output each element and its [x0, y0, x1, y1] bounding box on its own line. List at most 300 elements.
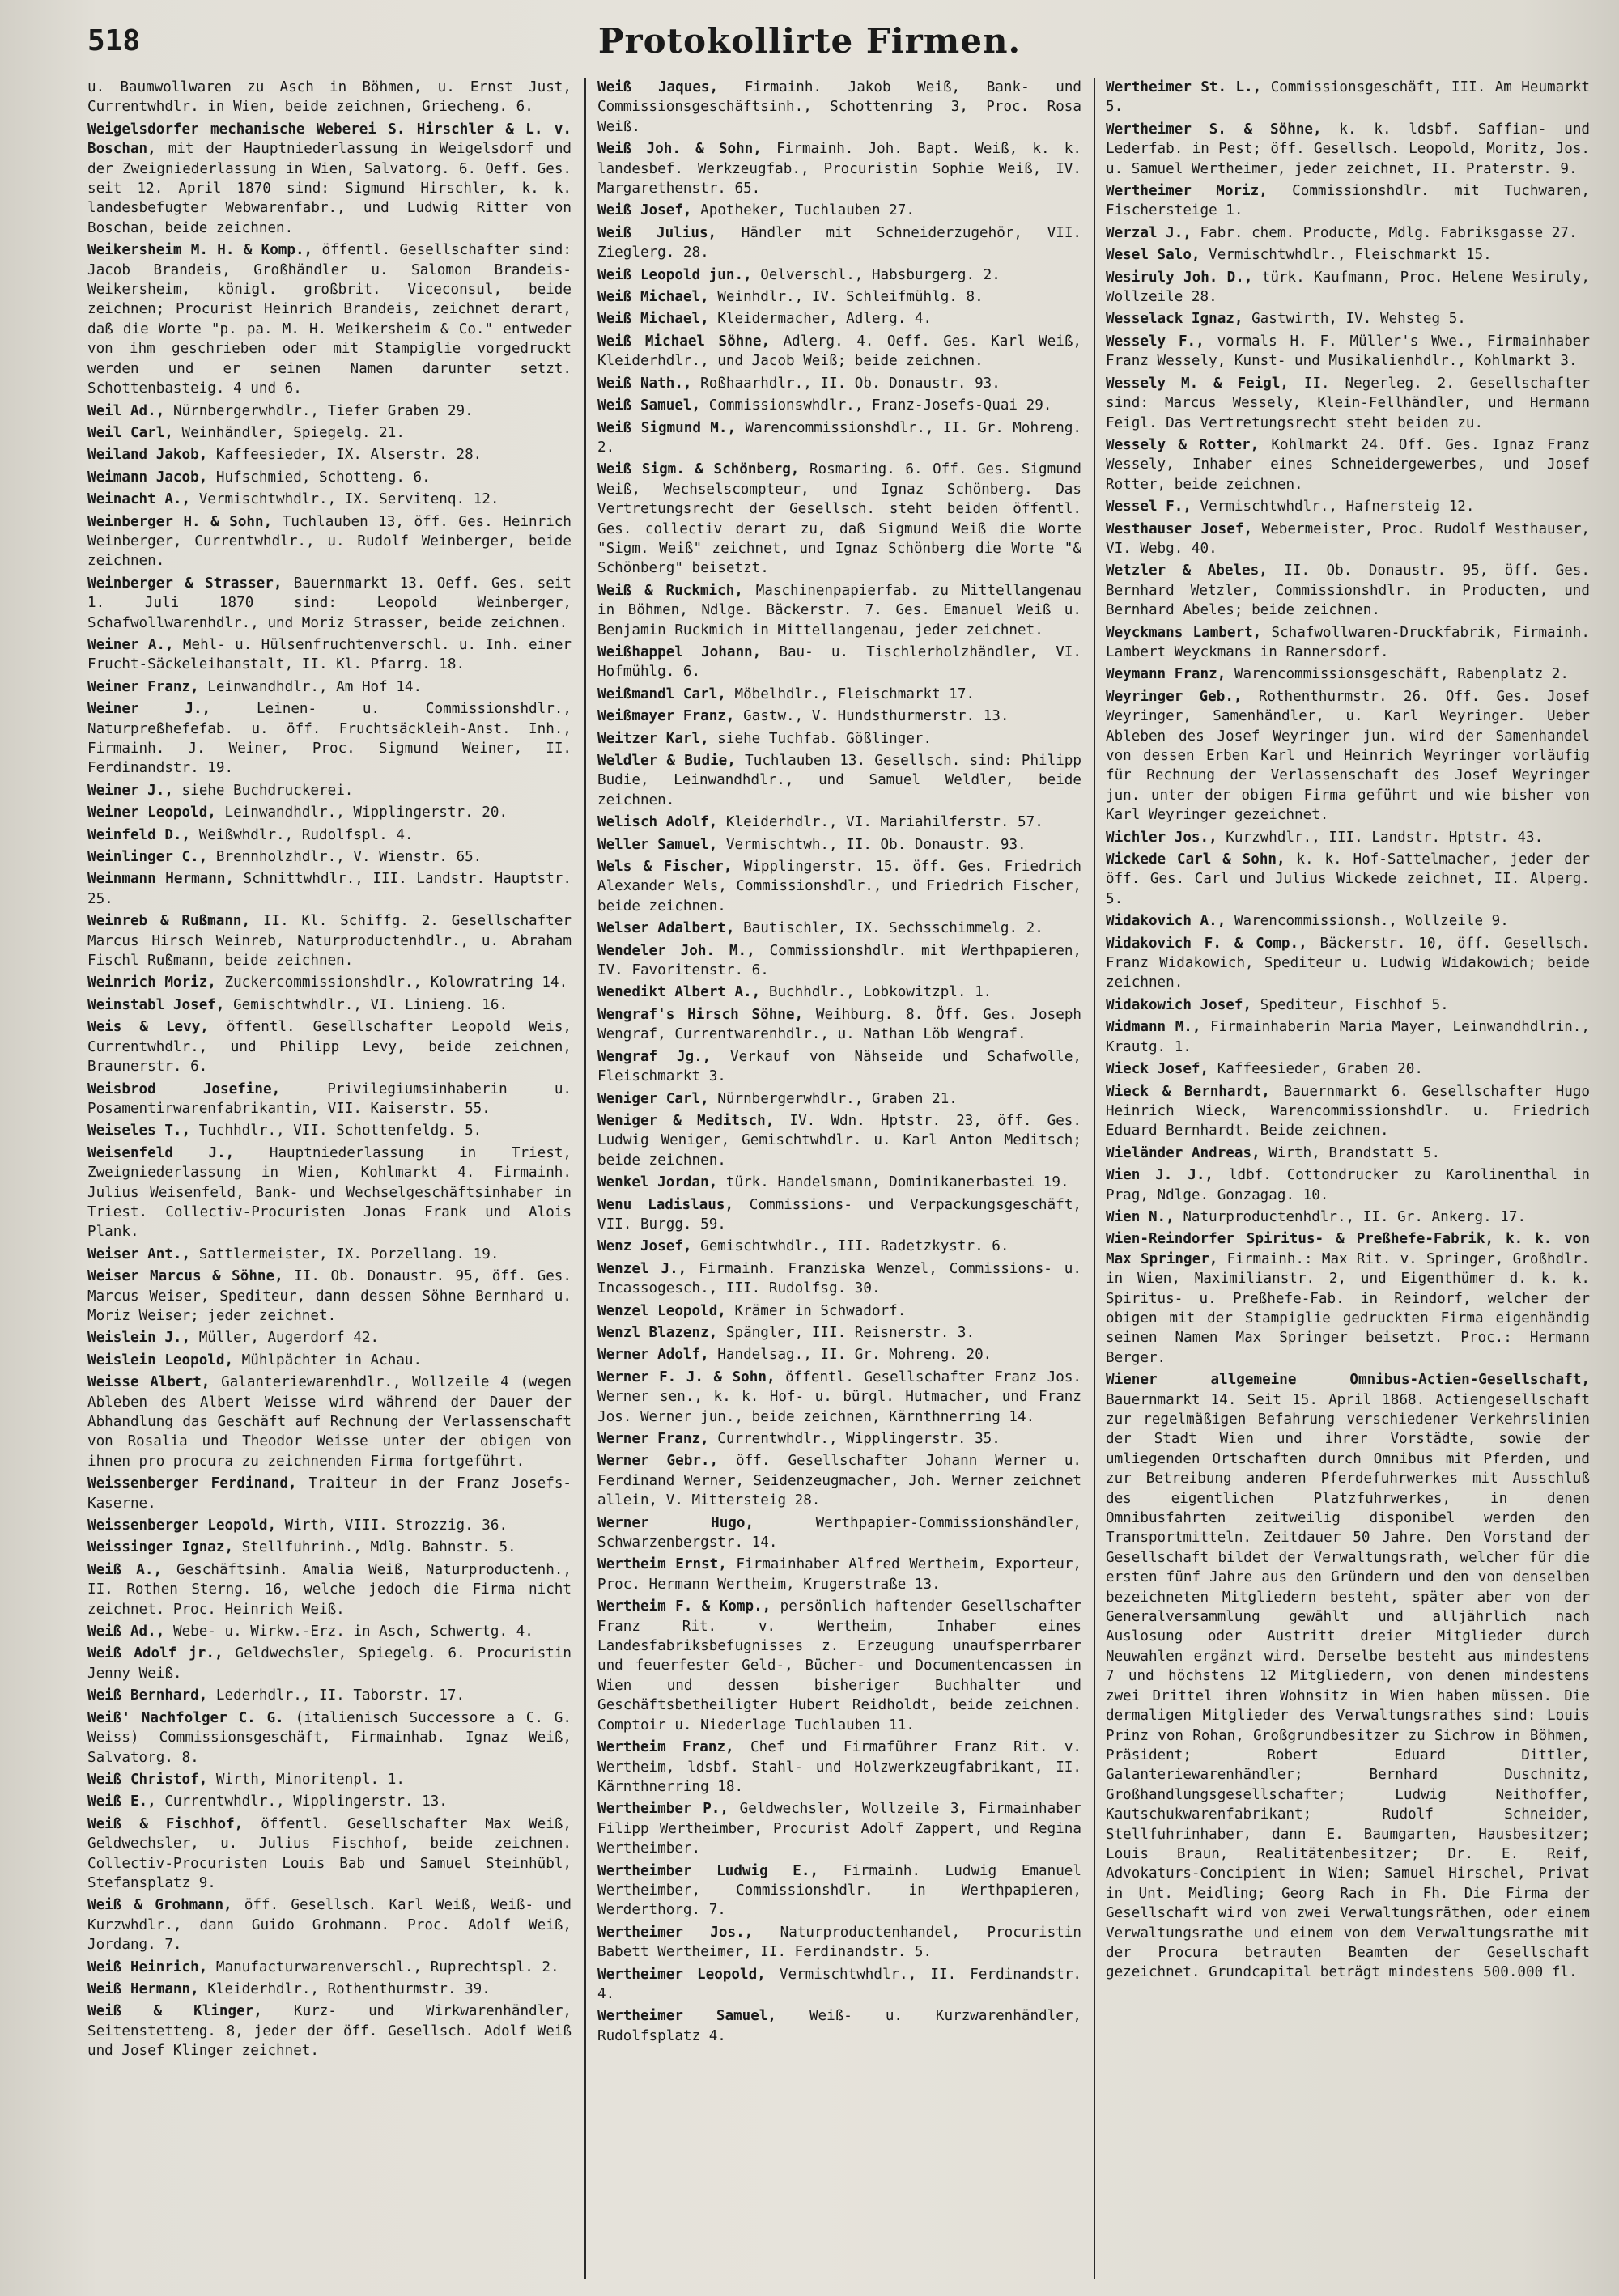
firm-entry	[87, 445, 572, 465]
firm-details: ldbf. Cottondrucker zu Karolinenthal in Prag, Ndlge. Gonzagag. 10.	[1106, 1167, 1590, 1203]
column-right	[1106, 78, 1590, 2279]
firm-details: Stellfuhrinh., Mdlg. Bahnstr. 5.	[241, 1539, 516, 1556]
firm-name: Weissenberger Leopold,	[87, 1517, 277, 1534]
firm-entry	[1106, 374, 1590, 433]
firm-entry	[597, 1237, 1081, 1256]
firm-details: Bäckerstr. 10, öff. Gesellsch. Franz Widakowich, Spediteur u. Ludwig Widakowich; beide zeichnen.	[1106, 935, 1590, 991]
firm-entry	[87, 1328, 572, 1347]
firm-entry	[87, 78, 572, 117]
firm-entry	[597, 2006, 1081, 2046]
firm-name: Wertheimer St. L.,	[1106, 79, 1262, 95]
firm-name: Weiner J.,	[87, 701, 211, 718]
firm-details: öffentl. Gesellschafter Leopold Weis, Currentwhdlr., und Philipp Levy, beide zeichnen, Braunerstr. 6.	[87, 1019, 572, 1076]
firm-name: Weissenberger Ferdinand,	[87, 1475, 297, 1492]
firm-details: öff. Gesellsch. Karl Weiß, Weiß- und Kurzwhdlr., dann Guido Grohmann. Proc. Adolf Weiß, Jordang. 7.	[87, 1897, 572, 1954]
firm-name: Weißmayer Franz,	[597, 708, 735, 725]
firm-name: Wertheimer S. & Söhne,	[1106, 121, 1322, 138]
firm-details: Fabr. chem. Producte, Mdlg. Fabriksgasse 27.	[1200, 224, 1578, 241]
firm-name: Weiß Michael,	[597, 311, 709, 328]
firm-details: Firmainh. Joh. Bapt. Weiß, k. k. landesbef. Werkzeugfab., Procuristin Sophie Weiß, IV. Margarethenstr. 65.	[597, 141, 1081, 197]
firm-details: k. k. ldsbf. Saffian- und Lederfab. in Pest; öff. Gesellsch. Leopold, Moritz, Jos. u. Samuel Wertheimer, jeder zeichnet, II. Praterstr. 9.	[1106, 121, 1590, 177]
firm-entry	[597, 418, 1081, 458]
firm-details: Lederhdlr., II. Taborstr. 17.	[215, 1687, 465, 1704]
firm-details: Weinhdlr., IV. Schleifmühlg. 8.	[717, 289, 984, 306]
firm-name: Weisbrod Josefine,	[87, 1080, 281, 1097]
firm-name: Weimann Jacob,	[87, 469, 208, 486]
firm-entry	[1106, 181, 1590, 221]
firm-details: Schnittwhdlr., III. Landstr. Hauptstr. 25.	[87, 871, 572, 907]
firm-details: öffentl. Gesellschafter Max Weiß, Geldwechsler, u. Julius Fischhof, beide zeichnen. Collectiv-Procuristen Louis Bab und Samuel Steinhübl, Stefansplatz 9.	[87, 1815, 572, 1891]
firm-name: Wieck & Bernhardt,	[1106, 1083, 1270, 1100]
firm-details: Roßhaarhdlr., II. Ob. Donaustr. 93.	[700, 375, 1001, 392]
firm-details: Händler mit Schneiderzugehör, VII. Zieglerg. 28.	[597, 224, 1081, 261]
firm-details: Kleiderhdlr., VI. Mariahilferstr. 57.	[725, 814, 1043, 831]
firm-entry	[87, 847, 572, 867]
firm-entry	[87, 423, 572, 443]
firm-details: (italienisch Successore a C. G. Weiss) Commissionsgeschäft, Firmainhab. Ignaz Weiß, Salvatorg. 8.	[87, 1709, 572, 1766]
firm-details: Currentwhdlr., Wipplingerstr. 13.	[164, 1793, 448, 1810]
firm-details: Bautischler, IX. Sechsschimmelg. 2.	[743, 920, 1043, 937]
firm-details: Wirth, VIII. Strozzig. 36.	[284, 1517, 508, 1534]
firm-name: Weiß Christof,	[87, 1771, 208, 1788]
firm-details: türk. Kaufmann, Proc. Helene Wesiruly, Wollzeile 28.	[1106, 269, 1590, 306]
firm-name: Weiland Jakob,	[87, 447, 208, 464]
firm-name: Weiser Ant.,	[87, 1246, 191, 1263]
firm-details: Weihburg. 8. Öff. Ges. Joseph Wengraf, Currentwarenhdlr., u. Nathan Löb Wengraf.	[597, 1006, 1081, 1043]
firm-name: Wenkel Jordan,	[597, 1174, 718, 1191]
firm-name: Weissinger Ignaz,	[87, 1539, 234, 1556]
firm-name: Weiß Leopold jun.,	[597, 266, 752, 283]
firm-name: Wiener allgemeine Omnibus-Actien-Gesellschaft,	[1106, 1372, 1590, 1389]
firm-name: Weinberger & Strasser,	[87, 575, 283, 592]
firm-entry	[87, 1017, 572, 1076]
firm-entry	[1106, 1229, 1590, 1368]
firm-name: Weinrich Moriz,	[87, 974, 216, 991]
firm-name: Welisch Adolf,	[597, 814, 718, 831]
column-divider	[1094, 78, 1095, 2279]
firm-name: Weiß Josef,	[597, 202, 692, 219]
firm-entry	[1106, 268, 1590, 308]
firm-name: Weiner Franz,	[87, 678, 199, 695]
firm-entry	[597, 1861, 1081, 1920]
firm-details: Vermischtwhdlr., IX. Servitenq. 12.	[198, 491, 499, 508]
firm-entry	[597, 1195, 1081, 1235]
firm-details: IV. Wdn. Hptstr. 23, öff. Ges. Ludwig Weniger, Gemischtwhdlr. u. Karl Anton Meditsch; beide zeichnen.	[597, 1112, 1081, 1169]
firm-details: öffentl. Gesellschafter Franz Jos. Werner sen., k. k. Hof- u. bürgl. Hutmacher, und Franz Jos. Werner jun., beide zeichnen, Kärnthnerring 14.	[597, 1369, 1081, 1425]
column-divider	[584, 78, 586, 2279]
firm-details: Tuchlauben 13, öff. Ges. Heinrich Weinberger, Currentwhdlr., u. Rudolf Weinberger, beide zeichnen.	[87, 513, 572, 570]
firm-entry	[1106, 435, 1590, 494]
firm-entry	[597, 941, 1081, 981]
firm-details: Weiß- u. Kurzwarenhändler, Rudolfsplatz 4.	[597, 2008, 1081, 2044]
firm-entry	[597, 729, 1081, 749]
firm-name: Wertheim F. & Komp.,	[597, 1598, 771, 1615]
firm-entry	[87, 1980, 572, 1999]
firm-name: Wien-Reindorfer Spiritus- & Preßhefe-Fabrik, k. k. von Max Springer,	[1106, 1231, 1590, 1267]
firm-details: Mühlpächter in Achau.	[241, 1352, 423, 1369]
firm-details: Weißwhdlr., Rudolfspl. 4.	[198, 826, 414, 843]
firm-name: Weiß Sigm. & Schönberg,	[597, 461, 800, 478]
firm-name: Weinstabl Josef,	[87, 996, 225, 1013]
firm-details: Brennholzhdlr., V. Wienstr. 65.	[215, 849, 482, 866]
firm-entry	[87, 401, 572, 421]
firm-details: Firmainhaberin Maria Mayer, Leinwandhdlrin., Krautg. 1.	[1106, 1019, 1590, 1055]
firm-entry	[87, 1622, 572, 1641]
firm-entry	[87, 1373, 572, 1471]
firm-name: Wenedikt Albert A.,	[597, 984, 761, 1001]
firm-name: Wesiruly Joh. D.,	[1106, 269, 1253, 286]
firm-details: Kaffeesieder, Graben 20.	[1217, 1061, 1423, 1078]
firm-name: Weinlinger C.,	[87, 849, 208, 866]
firm-details: Gastw., V. Hundsthurmerstr. 13.	[743, 708, 1009, 725]
firm-entry	[597, 685, 1081, 704]
firm-details: Firmainh. Jakob Weiß, Bank- und Commissionsgeschäftsinh., Schottenring 3, Proc. Rosa Weiß.	[597, 79, 1081, 135]
firm-name: Wertheimer Leopold,	[597, 1966, 766, 1983]
firm-details: k. k. Hof-Sattelmacher, jeder der öff. Ges. Carl und Julius Wickede zeichnet, II. Alperg. 5.	[1106, 851, 1590, 907]
firm-entry	[597, 1111, 1081, 1170]
firm-entry	[87, 1474, 572, 1513]
firm-entry	[597, 1301, 1081, 1321]
firm-name: Weiß Nath.,	[597, 375, 692, 392]
firm-entry	[1106, 1207, 1590, 1227]
firm-name: Weitzer Karl,	[597, 730, 709, 747]
firm-details: Naturproductenhandel, Procuristin Babett Wertheimer, II. Ferdinandstr. 5.	[597, 1924, 1081, 1961]
firm-name: Weldler & Budie,	[597, 753, 736, 769]
firm-entry	[1106, 687, 1590, 825]
firm-entry	[597, 1047, 1081, 1087]
firm-details: Vermischtwhdlr., Hafnersteig 12.	[1200, 499, 1475, 516]
firm-details: persönlich haftender Gesellschafter Franz Rit. v. Wertheim, Inhaber eines Landesfabriksbefugnisses z. Erzeugung unaufsperrbarer und feuerfester Geld-, Bücher- und Documentencassen in Wien und dessen bisheriger Buchhalter und Geschäftsbetheiligter Hubert Reidholdt, beide zeichnen. Comptoir u. Niederlage Tuchlauben 11.	[597, 1598, 1081, 1734]
firm-entry	[87, 1144, 572, 1242]
firm-details: Vermischtwh., II. Ob. Donaustr. 93.	[725, 836, 1026, 853]
firm-details: Firmainh. Franziska Wenzel, Commissions- u. Incassogesch., III. Rudolfsg. 30.	[597, 1260, 1081, 1297]
firm-name: Weiner J.,	[87, 782, 173, 799]
firm-name: Weyringer Geb.,	[1106, 688, 1243, 705]
firm-entry	[597, 223, 1081, 263]
page-number: 518	[87, 24, 141, 57]
firm-entry	[87, 825, 572, 845]
firm-details: Gastwirth, IV. Wehsteg 5.	[1251, 311, 1466, 328]
firm-entry	[597, 1451, 1081, 1510]
firm-details: Commissionshdlr. mit Werthpapieren, IV. Favoritenstr. 6.	[597, 942, 1081, 979]
firm-name: Weißmandl Carl,	[597, 685, 726, 702]
firm-name: Weislein Leopold,	[87, 1352, 234, 1369]
firm-entry	[1106, 1017, 1590, 1057]
firm-details: Bauernmarkt 6. Gesellschafter Hugo Heinrich Wieck, Warencommissionshdlr. u. Friedrich Eduard Bernhardt. Beide zeichnen.	[1106, 1083, 1590, 1140]
firm-name: Wendeler Joh. M.,	[597, 942, 755, 959]
firm-entry	[1106, 78, 1590, 117]
firm-details: Kleiderhdlr., Rothenthurmstr. 39.	[207, 1980, 491, 1997]
firm-details: Galanteriewarenhdlr., Wollzeile 4 (wegen Ableben des Albert Weisse wird während der Dauer der Abhandlung das Geschäft auf Rechnung der Verlassenschaft von Rosalia und Theodor Weisse unter der obigen von ihnen pro procura zu zeichnenden Firma fortgeführt.	[87, 1374, 572, 1470]
firm-details: Wirth, Minoritenpl. 1.	[215, 1771, 405, 1788]
firm-name: Werzal J.,	[1106, 224, 1192, 241]
firm-details: Chef und Firmaführer Franz Rit. v. Wertheim, ldsbf. Stahl- und Holzwerkzeugfabrikant, II. Kärnthnerring 18.	[597, 1739, 1081, 1795]
firm-details: Webe- u. Wirkw.-Erz. in Asch, Schwertg. 4.	[172, 1623, 533, 1640]
firm-details: Spediteur, Fischhof 5.	[1260, 996, 1449, 1013]
firm-name: Wessely M. & Feigl,	[1106, 375, 1290, 392]
firm-details: Commissionshdlr. mit Tuchwaren, Fischersteige 1.	[1106, 183, 1590, 219]
firm-details: Zuckercommissionshdlr., Kolowratring 14.	[224, 974, 568, 991]
firm-entry	[1106, 1082, 1590, 1141]
firm-entry	[597, 1323, 1081, 1343]
firm-details: Buchhdlr., Lobkowitzpl. 1.	[768, 984, 992, 1001]
firm-name: Weiß Michael Söhne,	[597, 333, 771, 350]
firm-name: Weil Carl,	[87, 424, 173, 441]
firm-name: Widmann M.,	[1106, 1019, 1201, 1036]
firm-entry	[597, 1923, 1081, 1963]
firm-name: Weiß E.,	[87, 1793, 156, 1810]
firm-entry	[1106, 850, 1590, 909]
firm-name: Weiner A.,	[87, 636, 174, 653]
firm-name: Wessel F.,	[1106, 499, 1192, 516]
firm-entry	[87, 1516, 572, 1535]
firm-entry	[1106, 520, 1590, 559]
firm-entry	[87, 574, 572, 633]
firm-name: Wichler Jos.,	[1106, 829, 1217, 846]
firm-name: Wenz Josef,	[597, 1238, 692, 1255]
firm-name: Weiß Samuel,	[597, 397, 701, 414]
firm-name: Weiß' Nachfolger C. G.	[87, 1709, 284, 1726]
firm-name: Weiß Adolf jr.,	[87, 1645, 223, 1662]
firm-name: Wessely F.,	[1106, 333, 1205, 350]
firm-entry	[597, 857, 1081, 916]
firm-entry	[597, 460, 1081, 578]
firm-name: Westhauser Josef,	[1106, 520, 1253, 537]
firm-details: Gemischtwhdlr., VI. Linieng. 16.	[233, 996, 508, 1013]
page-title: Protokollirte Firmen.	[597, 21, 1022, 61]
firm-details: Krämer in Schwadorf.	[734, 1302, 907, 1319]
firm-details: Rothenthurmstr. 26. Off. Ges. Josef Weyringer, Samenhändler, u. Karl Weyringer. Ueber Ableben des Josef Weyringer jun. wird der Samenhandel von dessen Erben Karl und Heinrich Weyringer vorläufig für Rechnung der Verlassenschaft des Josef Weyringer jun. unter der obigen Firma geführt und wie bisher von Karl Weyringer gezeichnet.	[1106, 688, 1590, 824]
firm-entry	[87, 468, 572, 487]
firm-details: Geldwechsler, Wollzeile 3, Firmainhaber Filipp Wertheimber, Procurist Adolf Zappert, und Regina Wertheimber.	[597, 1801, 1081, 1857]
firm-entry	[87, 120, 572, 238]
firm-name: Wien N.,	[1106, 1208, 1175, 1225]
firm-entry	[87, 1080, 572, 1119]
firm-details: Warencommissionsh., Wollzeile 9.	[1234, 913, 1509, 930]
firm-details: türk. Handelsmann, Dominikanerbastei 19.	[725, 1174, 1069, 1191]
firm-name: Weymann Franz,	[1106, 666, 1226, 683]
firm-name: Wenzel J.,	[597, 1260, 687, 1277]
firm-entry	[597, 1513, 1081, 1553]
firm-name: Wengraf Jg.,	[597, 1048, 712, 1065]
firm-name: Weiser Marcus & Söhne,	[87, 1268, 283, 1285]
firm-details: Commissionsgeschäft, III. Am Heumarkt 5.	[1106, 79, 1590, 116]
firm-details: Nürnbergerwhdlr., Graben 21.	[717, 1090, 958, 1107]
firm-entry	[597, 1429, 1081, 1449]
firm-details: Geldwechsler, Spiegelg. 6. Procuristin Jenny Weiß.	[87, 1645, 572, 1682]
firm-details: Hufschmied, Schotteng. 6.	[215, 469, 431, 486]
firm-details: Kohlmarkt 24. Off. Ges. Ignaz Franz Wessely, Inhaber eines Schneidergewerbes, und Josef Rotter, beide zeichnen.	[1106, 436, 1590, 493]
firm-name: Weil Ad.,	[87, 402, 165, 419]
firm-entry	[597, 751, 1081, 810]
firm-entry	[87, 781, 572, 800]
firm-entry	[1106, 332, 1590, 371]
firm-name: Werner Gebr.,	[597, 1453, 719, 1470]
firm-entry	[1106, 1370, 1590, 1983]
firm-entry	[87, 1560, 572, 1619]
firm-name: Weiß & Grohmann,	[87, 1897, 232, 1914]
firm-details: Oelverschl., Habsburgerg. 2.	[760, 266, 1001, 283]
firm-name: Weisse Albert,	[87, 1374, 210, 1391]
firm-entry	[87, 2001, 572, 2060]
firm-name: Wengraf's Hirsch Söhne,	[597, 1006, 804, 1023]
firm-name: Wenu Ladislaus,	[597, 1196, 734, 1213]
firm-entry	[87, 677, 572, 697]
firm-name: Weyckmans Lambert,	[1106, 624, 1262, 641]
firm-entry	[87, 490, 572, 509]
firm-entry	[1106, 1144, 1590, 1163]
firm-details: Leinen- u. Commissionshdlr., Naturpreßhefefab. u. öff. Fruchtsäckleih-Anst. Inh., Firmainh. J. Weiner, Proc. Sigmund Weiner, II. Ferdinandstr. 19.	[87, 701, 572, 777]
firm-entry	[1106, 828, 1590, 847]
firm-name: Weislein J.,	[87, 1330, 191, 1347]
firm-details: öff. Gesellschafter Johann Werner u. Ferdinand Werner, Seidenzeugmacher, Joh. Werner zeichnet allein, V. Mittersteig 28.	[597, 1453, 1081, 1509]
firm-entry	[87, 1792, 572, 1811]
firm-name: Weinberger H. & Sohn,	[87, 513, 273, 530]
firm-entry	[87, 1708, 572, 1768]
firm-entry	[87, 1644, 572, 1683]
firm-entry	[597, 78, 1081, 137]
firm-entry	[87, 1351, 572, 1370]
firm-details: Sattlermeister, IX. Porzellang. 19.	[198, 1246, 499, 1263]
firm-name: Weißhappel Johann,	[597, 643, 762, 660]
firm-name: Weiseles T.,	[87, 1123, 191, 1140]
firm-name: Widakovich A.,	[1106, 913, 1226, 930]
firm-entry	[597, 1345, 1081, 1364]
firm-name: Werner Franz,	[597, 1431, 709, 1447]
firm-entry	[87, 803, 572, 822]
firm-name: Weiß Jaques,	[597, 79, 719, 95]
firm-name: Wertheimer Jos.,	[597, 1924, 754, 1941]
firm-entry	[1106, 623, 1590, 663]
firm-entry	[87, 1245, 572, 1264]
firm-entry	[597, 581, 1081, 640]
firm-entry	[597, 643, 1081, 682]
firm-name: Widakowich Josef,	[1106, 996, 1252, 1013]
firm-name: Weis & Levy,	[87, 1019, 209, 1036]
firm-name: Wieländer Andreas,	[1106, 1144, 1260, 1161]
firm-details: Werthpapier-Commissionshändler, Schwarzenbergstr. 14.	[597, 1514, 1081, 1551]
firm-entry	[597, 919, 1081, 938]
firm-entry	[597, 201, 1081, 220]
firm-details: siehe Tuchfab. Gößlinger.	[717, 730, 933, 747]
firm-entry	[597, 1738, 1081, 1797]
firm-details: Bauernmarkt 13. Oeff. Ges. seit 1. Juli 1870 sind: Leopold Weinberger, Schafwollwarenhdlr., und Moriz Strasser, beide zeichnen.	[87, 575, 572, 631]
firm-details: öffentl. Gesellschafter sind: Jacob Brandeis, Großhändler u. Salomon Brandeis-Weikersheim, königl. großbrit. Viceconsul, beide zeichnen; Procurist Heinrich Brandeis, zeichnet derart, daß die Worte "p. pa. M. H. Weikersheim & Co." entweder von ihm geschrieben oder mit Stampiglie vorgedruckt werden und er seinen Namen darunter setzt. Schottenbasteig. 4 und 6.	[87, 242, 572, 397]
firm-entry	[597, 1368, 1081, 1427]
firm-entry	[597, 813, 1081, 832]
firm-name: Wesel Salo,	[1106, 247, 1200, 264]
firm-name: Wertheim Ernst,	[597, 1556, 727, 1573]
firm-details: Hauptniederlassung in Triest, Zweigniederlassung in Wien, Kohlmarkt 4. Firmainh. Julius Weisenfeld, Bank- und Wechselgeschäftsinhaber in Triest. Collectiv-Procuristen Jonas Frank und Alois Plank.	[87, 1144, 572, 1241]
firm-entry	[1106, 120, 1590, 179]
firm-details: Firmainh. Ludwig Emanuel Wertheimber, Commissionshdlr. in Werthpapieren, Werderthorg. 7.	[597, 1862, 1081, 1919]
firm-name: Wieck Josef,	[1106, 1061, 1209, 1078]
firm-name: Wertheimer Moriz,	[1106, 183, 1268, 200]
firm-name: Weiß A.,	[87, 1561, 163, 1578]
firm-name: Weiß Hermann,	[87, 1980, 199, 1997]
firm-entry	[1106, 1165, 1590, 1205]
firm-name: Wertheimer Samuel,	[597, 2008, 776, 2025]
firm-entry	[597, 374, 1081, 393]
firm-entry	[87, 911, 572, 970]
firm-entry	[597, 1089, 1081, 1109]
firm-entry	[87, 699, 572, 779]
firm-name: Weiner Leopold,	[87, 804, 216, 821]
firm-entry	[1106, 497, 1590, 516]
firm-details: II. Ob. Donaustr. 95, öff. Ges. Marcus Weiser, Spediteur, dann dessen Söhne Bernhard u. Moriz Weiser; jeder zeichnet.	[87, 1268, 572, 1324]
firm-entry	[1106, 664, 1590, 684]
firm-name: Weiß Joh. & Sohn,	[597, 141, 762, 158]
firm-details: Wirth, Brandstatt 5.	[1268, 1144, 1441, 1161]
firm-details: Kaffeesieder, IX. Alserstr. 28.	[215, 447, 482, 464]
firm-details: Vermischtwhdlr., II. Ferdinandstr. 4.	[597, 1966, 1081, 2002]
firm-entry	[597, 1259, 1081, 1299]
column-left	[87, 78, 572, 2279]
firm-entry	[87, 1958, 572, 1977]
firm-entry	[597, 139, 1081, 198]
firm-details: Möbelhdlr., Fleischmarkt 17.	[734, 685, 975, 702]
firm-entry	[597, 1173, 1081, 1192]
firm-details: Handelsag., II. Gr. Mohreng. 20.	[717, 1347, 992, 1364]
firm-details: Kleidermacher, Adlerg. 4.	[717, 311, 933, 328]
firm-entry	[597, 982, 1081, 1002]
firm-entry	[87, 1895, 572, 1954]
firm-entry	[597, 835, 1081, 855]
firm-entry	[1106, 223, 1590, 243]
firm-details: vormals H. F. Müller's Wwe., Firmainhaber Franz Wessely, Kunst- und Musikalienhdlr., Kohlmarkt 3.	[1106, 333, 1590, 370]
firm-name: Weiß Heinrich,	[87, 1959, 208, 1976]
firm-entry	[597, 287, 1081, 307]
firm-name: Weiß Ad.,	[87, 1623, 165, 1640]
firm-entry	[1106, 995, 1590, 1015]
firm-name: Weigelsdorfer mechanische Weberei S. Hirschler & L. v. Boschan,	[87, 121, 572, 158]
firm-details: Tuchlauben 13. Gesellsch. sind: Philipp Budie, Leinwandhdlr., und Samuel Weldler, beide zeichnen.	[597, 753, 1081, 808]
firm-details: Gemischtwhdlr., III. Radetzkystr. 6.	[700, 1238, 1009, 1255]
firm-name: Weiß & Klinger,	[87, 2003, 262, 2020]
firm-details: Nürnbergerwhdlr., Tiefer Graben 29.	[172, 402, 474, 419]
firm-name: Weniger & Meditsch,	[597, 1112, 775, 1129]
firm-entry	[87, 1121, 572, 1140]
firm-details: Leinwandhdlr., Wipplingerstr. 20.	[224, 804, 508, 821]
firm-name: Weinfeld D.,	[87, 826, 191, 843]
firm-entry	[87, 240, 572, 398]
firm-name: Weinreb & Rußmann,	[87, 913, 251, 930]
firm-name: Weikersheim M. H. & Komp.,	[87, 242, 313, 259]
firm-entry	[87, 1770, 572, 1789]
firm-details: Verkauf von Nähseide und Schafwolle, Fleischmarkt 3.	[597, 1048, 1081, 1085]
firm-details: II. Kl. Schiffg. 2. Gesellschafter Marcus Hirsch Weinreb, Naturproductenhdlr., u. Abraham Fischl Rußmann, beide zeichnen.	[87, 913, 572, 970]
firm-entry	[87, 1267, 572, 1326]
firm-name: Welser Adalbert,	[597, 920, 735, 937]
firm-entry	[597, 707, 1081, 726]
firm-entry	[87, 512, 572, 571]
firm-name: Wessely & Rotter,	[1106, 436, 1260, 453]
firm-name: Weiß Sigmund M.,	[597, 419, 737, 436]
firm-entry	[597, 1965, 1081, 2005]
firm-name: Weinacht A.,	[87, 491, 191, 508]
firm-details: Bau- u. Tischlerholzhändler, VI. Hofmühlg. 6.	[597, 643, 1081, 681]
firm-details: Webermeister, Proc. Rudolf Westhauser, VI. Webg. 40.	[1106, 520, 1590, 557]
firm-name: Wertheim Franz,	[597, 1739, 734, 1756]
firm-details: Bauernmarkt 14. Seit 15. April 1868. Actiengesellschaft zur regelmäßigen Befahrung verschiedener Verkehrslinien der Stadt Wien und ihrer Vorstädte, sowie der umliegenden Ortschaften durch Omnibus mit Pferden, und zur Betreibung anderen Pferdefuhrwerkes mit Ausschluß des eigentlichen Platzfuhrwerkes, in denen Omnibusfahrten zeitweilig disponibel werden den Transportmitteln. Zeitdauer 50 Jahre. Den Vorstand der Gesellschaft bildet der Verwaltungsrath, welcher für die ersten fünf Jahre aus den Gründern und den von denselben bezeichneten Mitgliedern besteht, später aber von der Generalversammlung gewählt und alljährlich nach Auslosung oder Austritt dreier Mitglieder durch Neuwahlen ergänzt wird. Derselbe besteht aus mindestens 7 und höchstens 12 Mitgliedern, von denen mindestens zwei Drittel ihren Wohnsitz in Wien haben müssen. Die dermaligen Mitglieder des Verwaltungsrathes sind: Louis Prinz von Rohan, Großgrundbesitzer zu Sichrow in Böhmen, Präsident; Robert Eduard Dittler, Galanteriewarenhändler; Bernhard Duschnitz, Großhandlungsgesellschafter; Ludwig Neithoffer, Kautschukwarenfabrikant; Rudolf Schneider, Stellfuhrinhaber, dann E. Baumgarten, Hausbesitzer; Louis Braun, Realitätenbesitzer; Dr. E. Reif, Advokaturs-Concipient in Wien; Samuel Hirschel, Privat in Unt. Meidling; Georg Rach in Fh. Die Firma der Gesellschaft wird von zwei Verwaltungsräthen, oder einem Verwaltungsrathe und einem von dem Verwaltungsrathe mit der Procura betrauten Beamten der Gesellschaft gezeichnet. Grundcapital beträgt mindestens 500.000 fl.	[1106, 1391, 1590, 1981]
firm-details: Commissions- und Verpackungsgeschäft, VII. Burgg. 59.	[597, 1196, 1081, 1233]
firm-entry	[597, 1799, 1081, 1858]
firm-name: Wertheimber Ludwig E.,	[597, 1862, 819, 1879]
firm-entry	[1106, 911, 1590, 931]
firm-name: Wenzel Leopold,	[597, 1302, 726, 1319]
firm-entry	[597, 309, 1081, 329]
firm-name: Wesselack Ignaz,	[1106, 311, 1243, 328]
